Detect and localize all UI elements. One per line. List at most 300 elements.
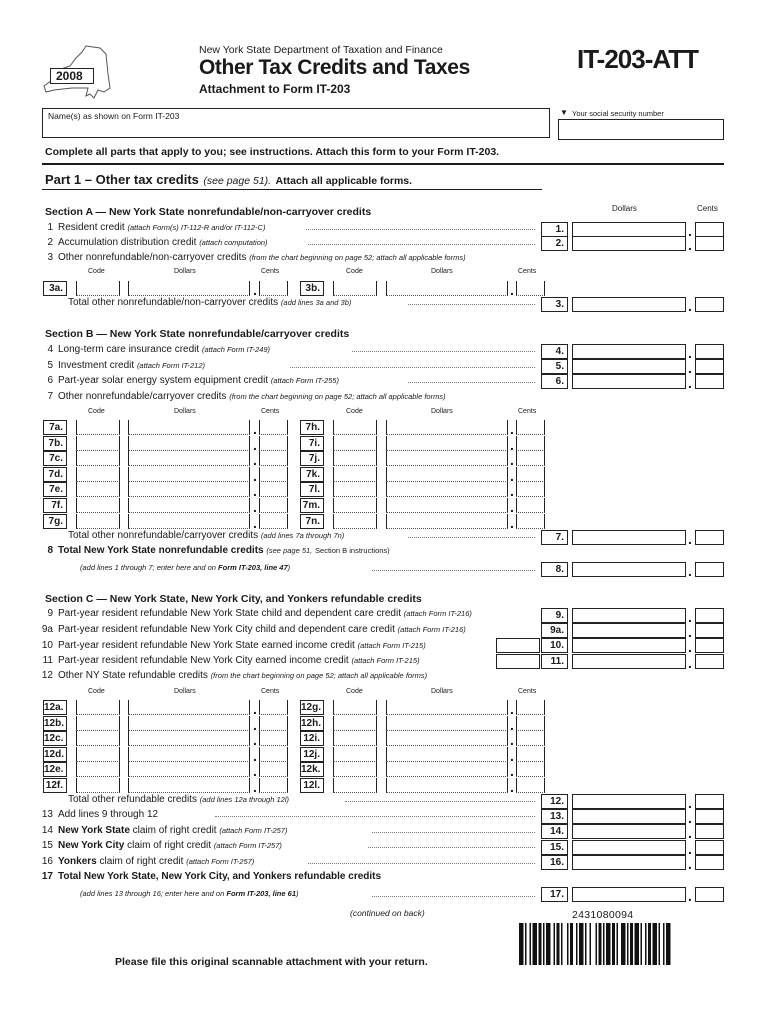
line-12-right-code-field[interactable] <box>333 762 377 777</box>
line-7-number: 7. <box>541 530 568 545</box>
line-7-left-code-field[interactable] <box>76 482 120 497</box>
line-5-number: 5. <box>541 359 568 374</box>
line-11-number: 11. <box>541 654 568 669</box>
line-7-right-row-label: 7j. <box>300 451 324 466</box>
line-12-left-dollars-field[interactable] <box>128 778 250 793</box>
line-7-cents-field[interactable] <box>695 530 724 545</box>
line-7-right-row-label: 7l. <box>300 482 324 497</box>
dot-leader <box>290 367 535 368</box>
line-10-dollars-field[interactable] <box>572 638 686 653</box>
decimal-point: . <box>510 716 514 733</box>
line-7-right-dollars-field[interactable] <box>386 467 508 482</box>
line-16-cents-field[interactable] <box>695 855 724 870</box>
line-8-dollars-field[interactable] <box>572 562 686 577</box>
line-2-dollars-field[interactable] <box>572 236 686 251</box>
line-7-right-dollars-field[interactable] <box>386 420 508 435</box>
line-12-right-code-field[interactable] <box>333 700 377 715</box>
line-12-right-code-field[interactable] <box>333 778 377 793</box>
section-a-title: Section A — New York State nonrefundable/non-carryover credits <box>45 206 372 218</box>
line-10-number: 10. <box>541 638 568 653</box>
line-9a-label: 9a Part-year resident refundable New York City child and dependent care credit (attach Form IT-216) <box>41 624 466 635</box>
line-7-left-row-label: 7b. <box>43 436 67 451</box>
line-16-number: 16. <box>541 855 568 870</box>
continued-note: (continued on back) <box>350 908 425 918</box>
barcode-bar <box>621 923 626 965</box>
dot-leader <box>345 801 535 802</box>
barcode-bar <box>530 923 532 965</box>
decimal-point: . <box>510 421 514 437</box>
decimal-point: . <box>510 282 514 298</box>
line-12-left-cents-field[interactable] <box>259 700 288 715</box>
line-11-dollars-field[interactable] <box>572 654 686 669</box>
decimal-point: . <box>253 701 257 717</box>
line-16-label: 16 Yonkers claim of right credit (attach Form IT-257) <box>41 856 255 867</box>
sub-header-dollars: Dollars <box>431 408 453 415</box>
decimal-point: . <box>510 701 514 717</box>
barcode-bar <box>590 923 592 965</box>
line-7-left-dollars-field[interactable] <box>128 498 250 513</box>
decimal-point: . <box>253 483 257 500</box>
line-12-left-row-label: 12e. <box>43 762 67 777</box>
decimal-point: . <box>253 421 257 437</box>
line-7-right-code-field[interactable] <box>333 436 377 451</box>
line-7-left-code-field[interactable] <box>76 514 120 529</box>
decimal-point: . <box>253 499 257 515</box>
line-12-left-dollars-field[interactable] <box>128 747 250 762</box>
line-16-dollars-field[interactable] <box>572 855 686 870</box>
line-12-left-cents-field[interactable] <box>259 747 288 762</box>
col-cents: Cents <box>697 204 718 213</box>
line-12-right-cents-field[interactable] <box>516 731 545 746</box>
line-12-right-dollars-field[interactable] <box>386 700 508 715</box>
line-12-left-row-label: 12b. <box>43 716 67 731</box>
line-7-left-row-label: 7a. <box>43 420 67 435</box>
line-3-number: 3. <box>541 297 568 312</box>
line-12-left-code-field[interactable] <box>76 700 120 715</box>
ssn-arrow-icon: ▼ <box>560 108 568 117</box>
names-label: Name(s) as shown on Form IT-203 <box>48 111 180 121</box>
line-7-right-cents-field[interactable] <box>516 514 545 529</box>
barcode-bar <box>554 923 556 965</box>
sub-header-dollars: Dollars <box>431 268 453 275</box>
section-c-title: Section C — New York State, New York City, and Yonkers refundable credits <box>45 593 422 605</box>
sub-header-code: Code <box>346 688 363 695</box>
decimal-point: . <box>253 747 257 764</box>
line-5-label: 5 Investment credit (attach Form IT-212) <box>47 360 206 371</box>
barcode-bar <box>659 923 661 965</box>
barcode-bar <box>653 923 658 965</box>
decimal-point: . <box>688 345 692 361</box>
section-b-title: Section B — New York State nonrefundable/carryover credits <box>45 328 350 340</box>
line-11-cents-field[interactable] <box>695 654 724 669</box>
decimal-point: . <box>688 609 692 625</box>
dot-leader <box>308 244 535 245</box>
tax-year: 2008 <box>56 69 83 83</box>
decimal-point: . <box>253 282 257 298</box>
barcode-bar <box>635 923 640 965</box>
line-12-right-row-label: 12h. <box>300 716 324 731</box>
line-7-right-cents-field[interactable] <box>516 498 545 513</box>
barcode-bar <box>539 923 542 965</box>
decimal-point: . <box>253 467 257 484</box>
line-12-left-cents-field[interactable] <box>259 716 288 731</box>
sub-header-code: Code <box>88 268 105 275</box>
barcode-bar <box>627 923 629 965</box>
line-12-right-dollars-field[interactable] <box>386 762 508 777</box>
line-12-left-dollars-field[interactable] <box>128 700 250 715</box>
line-8-label: 8 Total New York State nonrefundable credits (see page 51, Section B instructions) <box>47 545 390 556</box>
decimal-point: . <box>510 483 514 500</box>
line-9a-cents-field[interactable] <box>695 623 724 638</box>
line-12-left-dollars-field[interactable] <box>128 716 250 731</box>
line-7-left-row-label: 7e. <box>43 482 67 497</box>
line-13-label: 13 Add lines 9 through 12 <box>41 809 159 820</box>
line-12-left-dollars-field[interactable] <box>128 762 250 777</box>
dot-leader <box>215 816 535 817</box>
line-14-number: 14. <box>541 824 568 839</box>
sub-header-cents: Cents <box>518 268 537 275</box>
line-7-left-dollars-field[interactable] <box>128 482 250 497</box>
line-12-right-cents-field[interactable] <box>516 778 545 793</box>
line-3a-dollars-field[interactable] <box>128 281 250 296</box>
line-15-cents-field[interactable] <box>695 840 724 855</box>
line-9-label: 9 Part-year resident refundable New York State child and dependent care credit (attach Form IT-216) <box>47 608 472 619</box>
dot-leader <box>372 570 535 571</box>
barcode-bar <box>533 923 538 965</box>
sub-header-code: Code <box>346 268 363 275</box>
line-7-left-cents-field[interactable] <box>259 436 288 451</box>
line-7-left-cents-field[interactable] <box>259 514 288 529</box>
line-7-right-code-field[interactable] <box>333 514 377 529</box>
line-14-label: 14 New York State claim of right credit (attach Form IT-257) <box>41 825 288 836</box>
line-13-number: 13. <box>541 809 568 824</box>
line-7-left-row-label: 7f. <box>43 498 67 513</box>
line-1-cents-field[interactable] <box>695 222 724 237</box>
decimal-point: . <box>688 795 692 811</box>
decimal-point: . <box>510 732 514 749</box>
form-subtitle: Attachment to Form IT-203 <box>199 82 351 96</box>
line-12-total-label: Total other refundable credits (add lines 12a through 12l) <box>68 794 289 805</box>
dot-leader <box>408 382 535 383</box>
barcode-bar <box>596 923 598 965</box>
barcode-bar <box>645 923 647 965</box>
line-7-right-cents-field[interactable] <box>516 451 545 466</box>
line-5-cents-field[interactable] <box>695 359 724 374</box>
line-6-cents-field[interactable] <box>695 374 724 389</box>
line-14-dollars-field[interactable] <box>572 824 686 839</box>
line-17-sublabel: (add lines 13 through 16; enter here and on Form IT-203, line 61) <box>80 889 299 898</box>
line-12-right-cents-field[interactable] <box>516 747 545 762</box>
line-12-left-code-field[interactable] <box>76 747 120 762</box>
line-12-right-code-field[interactable] <box>333 731 377 746</box>
line-7-right-cents-field[interactable] <box>516 482 545 497</box>
line-7-right-dollars-field[interactable] <box>386 498 508 513</box>
barcode-bar <box>546 923 551 965</box>
decimal-point: . <box>510 779 514 795</box>
line-7-left-cents-field[interactable] <box>259 498 288 513</box>
line-9a-dollars-field[interactable] <box>572 623 686 638</box>
sub-header-dollars: Dollars <box>174 688 196 695</box>
line-3a-cents-field[interactable] <box>259 281 288 296</box>
line-2-number: 2. <box>541 236 568 251</box>
line-2-cents-field[interactable] <box>695 236 724 251</box>
line-13-dollars-field[interactable] <box>572 809 686 824</box>
line-7-right-code-field[interactable] <box>333 451 377 466</box>
barcode-bar <box>519 923 524 965</box>
decimal-point: . <box>688 856 692 872</box>
barcode-bar <box>630 923 633 965</box>
line-7-right-dollars-field[interactable] <box>386 451 508 466</box>
line-7-left-dollars-field[interactable] <box>128 451 250 466</box>
line-7-left-cents-field[interactable] <box>259 451 288 466</box>
line-7-left-cents-field[interactable] <box>259 420 288 435</box>
line-7-right-dollars-field[interactable] <box>386 514 508 529</box>
line-3-cents-field[interactable] <box>695 297 724 312</box>
barcode-bar <box>570 923 573 965</box>
decimal-point: . <box>253 514 257 531</box>
line-12-left-cents-field[interactable] <box>259 731 288 746</box>
barcode-bar <box>567 923 569 965</box>
decimal-point: . <box>253 436 257 453</box>
line-3-dollars-field[interactable] <box>572 297 686 312</box>
line-6-label: 6 Part-year solar energy system equipment credit (attach Form IT-255) <box>47 375 339 386</box>
decimal-point: . <box>510 436 514 453</box>
sub-header-code: Code <box>88 688 105 695</box>
line-4-dollars-field[interactable] <box>572 344 686 359</box>
ssn-label: Your social security number <box>572 109 664 118</box>
decimal-point: . <box>688 298 692 314</box>
file-instructions: Please file this original scannable attachment with your return. <box>115 956 428 968</box>
line-3a-label: 3a. <box>43 281 67 296</box>
line-7-left-row-label: 7c. <box>43 451 67 466</box>
decimal-point: . <box>510 467 514 484</box>
line-9-dollars-field[interactable] <box>572 608 686 623</box>
decimal-point: . <box>688 810 692 826</box>
line-12-right-cents-field[interactable] <box>516 762 545 777</box>
dot-leader <box>372 896 535 897</box>
line-7-left-dollars-field[interactable] <box>128 436 250 451</box>
line-7-right-dollars-field[interactable] <box>386 436 508 451</box>
decimal-point: . <box>688 639 692 655</box>
decimal-point: . <box>253 716 257 733</box>
line-12-label: 12 Other NY State refundable credits (from the chart beginning on page 52; attach all applicable forms) <box>41 670 428 681</box>
line-3b-code-field[interactable] <box>333 281 377 296</box>
dot-leader <box>408 304 535 305</box>
line-7-right-row-label: 7n. <box>300 514 324 529</box>
line-7-total-label: Total other nonrefundable/carryover credits (add lines 7a through 7n) <box>68 530 345 541</box>
line-12-cents-field[interactable] <box>695 794 724 809</box>
line-7-label: 7 Other nonrefundable/carryover credits (from the chart beginning on page 52; attach all applicable forms) <box>47 391 446 402</box>
line-12-left-code-field[interactable] <box>76 762 120 777</box>
barcode-bar <box>641 923 643 965</box>
decimal-point: . <box>253 732 257 749</box>
line-4-label: 4 Long-term care insurance credit (attach Form IT-249) <box>47 344 271 355</box>
decimal-point: . <box>688 375 692 391</box>
line-7-right-row-label: 7k. <box>300 467 324 482</box>
sub-header-dollars: Dollars <box>174 408 196 415</box>
line-2-label: 2 Accumulation distribution credit (attach computation) <box>47 237 268 248</box>
line-17-number: 17. <box>541 887 568 902</box>
barcode-bar <box>606 923 611 965</box>
sub-header-cents: Cents <box>261 408 280 415</box>
line-17-cents-field[interactable] <box>695 887 724 902</box>
decimal-point: . <box>253 763 257 780</box>
line-7-right-cents-field[interactable] <box>516 420 545 435</box>
sub-header-dollars: Dollars <box>174 268 196 275</box>
line-13-cents-field[interactable] <box>695 809 724 824</box>
line-8-sublabel: (add lines 1 through 7; enter here and on Form IT-203, line 47) <box>80 563 291 572</box>
line-14-cents-field[interactable] <box>695 824 724 839</box>
line-7-left-cents-field[interactable] <box>259 482 288 497</box>
line-7-left-dollars-field[interactable] <box>128 467 250 482</box>
line-3b-cents-field[interactable] <box>516 281 545 296</box>
part1-title: Part 1 – Other tax credits (see page 51). Attach all applicable forms. <box>45 172 413 187</box>
decimal-point: . <box>253 779 257 795</box>
line-7-left-row-label: 7g. <box>43 514 67 529</box>
line-7-left-dollars-field[interactable] <box>128 420 250 435</box>
line-6-dollars-field[interactable] <box>572 374 686 389</box>
line-1-dollars-field[interactable] <box>572 222 686 237</box>
line-12-right-dollars-field[interactable] <box>386 716 508 731</box>
line-7-left-code-field[interactable] <box>76 467 120 482</box>
barcode-bar <box>666 923 671 965</box>
line-12-right-cents-field[interactable] <box>516 700 545 715</box>
dot-leader <box>368 847 535 848</box>
line-7-left-cents-field[interactable] <box>259 467 288 482</box>
line-8-cents-field[interactable] <box>695 562 724 577</box>
line-7-right-row-label: 7i. <box>300 436 324 451</box>
line-8-number: 8. <box>541 562 568 577</box>
form-id: IT-203-ATT <box>577 44 698 74</box>
line-1-number: 1. <box>541 222 568 237</box>
line-7-left-code-field[interactable] <box>76 420 120 435</box>
line-12-left-cents-field[interactable] <box>259 762 288 777</box>
barcode-bar <box>663 923 665 965</box>
line-3-total-label: Total other nonrefundable/non-carryover credits (add lines 3a and 3b) <box>68 297 352 308</box>
line-7-right-cents-field[interactable] <box>516 436 545 451</box>
line-11-code-field[interactable] <box>496 654 540 669</box>
decimal-point: . <box>253 452 257 469</box>
divider <box>42 163 724 165</box>
line-7-right-code-field[interactable] <box>333 498 377 513</box>
line-12-left-code-field[interactable] <box>76 778 120 793</box>
line-7-left-code-field[interactable] <box>76 436 120 451</box>
line-10-label: 10 Part-year resident refundable New York State earned income credit (attach Form IT-215) <box>41 640 426 651</box>
line-9-number: 9. <box>541 608 568 623</box>
line-7-left-code-field[interactable] <box>76 451 120 466</box>
instructions: Complete all parts that apply to you; see instructions. Attach this form to your Form IT-203. <box>45 146 500 158</box>
barcode-bar <box>585 923 587 965</box>
line-12-right-row-label: 12k. <box>300 762 324 777</box>
line-12-right-dollars-field[interactable] <box>386 747 508 762</box>
line-7-right-code-field[interactable] <box>333 467 377 482</box>
line-12-left-cents-field[interactable] <box>259 778 288 793</box>
line-12-right-code-field[interactable] <box>333 716 377 731</box>
barcode-bar <box>579 923 584 965</box>
decimal-point: . <box>688 624 692 640</box>
line-12-left-dollars-field[interactable] <box>128 731 250 746</box>
dot-leader <box>372 832 535 833</box>
line-15-dollars-field[interactable] <box>572 840 686 855</box>
line-12-right-row-label: 12g. <box>300 700 324 715</box>
line-7-right-row-label: 7m. <box>300 498 324 513</box>
dot-leader <box>306 229 535 230</box>
line-7-left-dollars-field[interactable] <box>128 514 250 529</box>
line-10-code-field[interactable] <box>496 638 540 653</box>
decimal-point: . <box>688 888 692 904</box>
line-12-right-row-label: 12i. <box>300 731 324 746</box>
line-4-number: 4. <box>541 344 568 359</box>
line-12-number: 12. <box>541 794 568 809</box>
barcode-bar <box>543 923 545 965</box>
line-12-right-code-field[interactable] <box>333 747 377 762</box>
sub-header-cents: Cents <box>261 268 280 275</box>
line-12-right-dollars-field[interactable] <box>386 731 508 746</box>
line-12-right-row-label: 12l. <box>300 778 324 793</box>
line-12-right-dollars-field[interactable] <box>386 778 508 793</box>
line-10-cents-field[interactable] <box>695 638 724 653</box>
line-7-right-row-label: 7h. <box>300 420 324 435</box>
decimal-point: . <box>688 531 692 547</box>
decimal-point: . <box>510 763 514 780</box>
barcode-bar <box>576 923 578 965</box>
decimal-point: . <box>688 237 692 253</box>
line-15-label: 15 New York City claim of right credit (attach Form IT-257) <box>41 840 282 851</box>
line-4-cents-field[interactable] <box>695 344 724 359</box>
agency-name: New York State Department of Taxation and Finance <box>199 44 443 56</box>
line-7-left-code-field[interactable] <box>76 498 120 513</box>
line-7-right-code-field[interactable] <box>333 482 377 497</box>
decimal-point: . <box>688 655 692 671</box>
barcode-bar <box>617 923 619 965</box>
line-7-right-code-field[interactable] <box>333 420 377 435</box>
line-12-left-code-field[interactable] <box>76 731 120 746</box>
barcode-icon <box>519 923 726 965</box>
line-7-right-dollars-field[interactable] <box>386 482 508 497</box>
line-12-left-code-field[interactable] <box>76 716 120 731</box>
sub-header-cents: Cents <box>518 688 537 695</box>
line-12-left-row-label: 12f. <box>43 778 67 793</box>
line-6-number: 6. <box>541 374 568 389</box>
barcode-bar <box>557 923 560 965</box>
line-12-left-row-label: 12c. <box>43 731 67 746</box>
line-3b-label: 3b. <box>300 281 324 296</box>
ssn-field[interactable] <box>558 119 724 140</box>
line-12-dollars-field[interactable] <box>572 794 686 809</box>
line-17-label: 17 Total New York State, New York City, and Yonkers refundable credits <box>41 871 382 882</box>
line-12-left-row-label: 12d. <box>43 747 67 762</box>
line-17-dollars-field[interactable] <box>572 887 686 902</box>
line-5-dollars-field[interactable] <box>572 359 686 374</box>
line-9-cents-field[interactable] <box>695 608 724 623</box>
line-1-label: 1 Resident credit (attach Form(s) IT-112-R and/or IT-112-C) <box>47 222 266 233</box>
line-9a-number: 9a. <box>541 623 568 638</box>
decimal-point: . <box>510 514 514 531</box>
decimal-point: . <box>510 747 514 764</box>
decimal-point: . <box>688 223 692 239</box>
line-3b-dollars-field[interactable] <box>386 281 508 296</box>
line-7-right-cents-field[interactable] <box>516 467 545 482</box>
part1-underline <box>42 189 542 190</box>
sub-header-cents: Cents <box>518 408 537 415</box>
sub-header-code: Code <box>346 408 363 415</box>
line-3-label: 3 Other nonrefundable/non-carryover credits (from the chart beginning on page 52; attach all applicable forms) <box>47 252 466 263</box>
line-3a-code-field[interactable] <box>76 281 120 296</box>
decimal-point: . <box>688 841 692 857</box>
line-12-right-cents-field[interactable] <box>516 716 545 731</box>
line-7-dollars-field[interactable] <box>572 530 686 545</box>
line-15-number: 15. <box>541 840 568 855</box>
